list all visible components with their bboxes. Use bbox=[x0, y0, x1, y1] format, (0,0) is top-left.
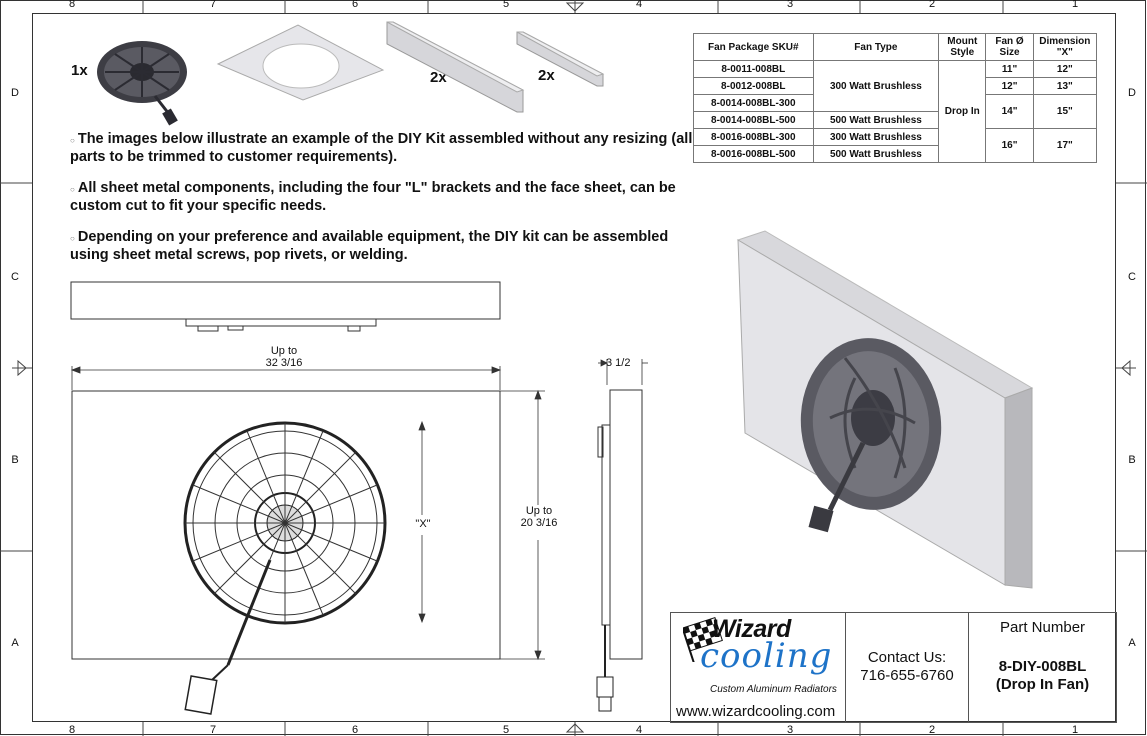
sku-cell: 8-0016-008BL-300 bbox=[694, 129, 814, 146]
zone-col-label: 4 bbox=[635, 0, 643, 10]
fan-size-cell: 11" bbox=[986, 61, 1033, 78]
zone-col-label: 1 bbox=[1071, 0, 1079, 10]
header-dimension-x: Dimension "X" bbox=[1033, 34, 1096, 61]
part-number bbox=[969, 658, 1116, 694]
width-dimension-label bbox=[252, 345, 316, 369]
zone-row-label: A bbox=[1128, 637, 1136, 649]
zone-row-label: C bbox=[11, 271, 19, 283]
contact-label: Contact Us: bbox=[867, 649, 947, 666]
zone-col-label: 7 bbox=[209, 724, 217, 736]
fan-size-cell: 16" bbox=[986, 129, 1033, 163]
height-dimension-prefix: Up to bbox=[525, 505, 553, 517]
fan-qty: 1x bbox=[71, 62, 88, 79]
brand-logo-cooling: cooling bbox=[700, 636, 833, 676]
long-bracket-part-image bbox=[385, 20, 525, 115]
zone-col-label: 6 bbox=[351, 0, 359, 10]
fan-type-cell: 300 Watt Brushless bbox=[813, 61, 939, 112]
fan-type-cell: 500 Watt Brushless bbox=[813, 112, 939, 129]
sku-cell: 8-0012-008BL bbox=[694, 78, 814, 95]
zone-row-label: A bbox=[11, 637, 19, 649]
top-view-drawing bbox=[68, 280, 504, 336]
zone-row-label: D bbox=[11, 87, 19, 99]
zone-col-label: 2 bbox=[928, 0, 936, 10]
sku-cell: 8-0011-008BL bbox=[694, 61, 814, 78]
height-dimension-value: 20 3/16 bbox=[520, 517, 558, 529]
header-fan-type: Fan Type bbox=[813, 34, 939, 61]
note-text: The images below illustrate an example of the DIY Kit assembled without any resizing (all parts to be trimmed to customer requirements). bbox=[70, 131, 693, 165]
fan-type-cell: 300 Watt Brushless bbox=[813, 129, 939, 146]
mount-style-cell: Drop In bbox=[939, 61, 986, 163]
note-text: Depending on your preference and available equipment, the DIY kit can be assembled using sheet metal screws, pop rivets, or welding. bbox=[70, 229, 669, 263]
part-number-label: Part Number bbox=[1000, 619, 1086, 636]
spec-table-header-row bbox=[694, 34, 1097, 61]
zone-col-label: 5 bbox=[502, 0, 510, 10]
x-dimension-label: "X" bbox=[415, 518, 431, 530]
header-fan-size: Fan Ø Size bbox=[986, 34, 1033, 61]
depth-dimension-label: 3 1/2 bbox=[606, 357, 631, 369]
website-link[interactable]: www.wizardcooling.com bbox=[676, 703, 836, 720]
sku-cell: 8-0014-008BL-300 bbox=[694, 95, 814, 112]
zone-col-label: 2 bbox=[928, 724, 936, 736]
side-view-drawing bbox=[580, 355, 650, 720]
zone-col-label: 8 bbox=[68, 0, 76, 10]
zone-col-label: 3 bbox=[786, 0, 794, 10]
dimension-cell: 15" bbox=[1033, 95, 1096, 129]
zone-col-label: 1 bbox=[1071, 724, 1079, 736]
sku-cell: 8-0014-008BL-500 bbox=[694, 112, 814, 129]
part-number-value: 8-DIY-008BL bbox=[998, 658, 1087, 675]
table-row bbox=[694, 61, 1097, 78]
assembly-3d-image bbox=[735, 228, 1035, 590]
part-number-description: (Drop In Fan) bbox=[995, 676, 1090, 693]
contact-info bbox=[846, 649, 968, 685]
note-resizing: ○ The images below illustrate an example of the DIY Kit assembled without any resizing (all parts to be trimmed to customer requirements). bbox=[70, 131, 693, 165]
brand-logo-wizard: Wizard bbox=[712, 615, 791, 643]
fan-part-image bbox=[95, 38, 195, 126]
zone-col-label: 8 bbox=[68, 724, 76, 736]
dimension-cell: 12" bbox=[1033, 61, 1096, 78]
zone-col-label: 7 bbox=[209, 0, 217, 10]
zone-row-label: C bbox=[1128, 271, 1136, 283]
zone-col-label: 4 bbox=[635, 724, 643, 736]
fan-type-cell: 500 Watt Brushless bbox=[813, 146, 939, 163]
zone-col-label: 6 bbox=[351, 724, 359, 736]
header-mount-style: Mount Style bbox=[939, 34, 986, 61]
zone-row-label: B bbox=[11, 454, 19, 466]
note-custom-cut: ○ All sheet metal components, including the four "L" brackets and the face sheet, can be custom cut to fit your specific needs. bbox=[70, 180, 676, 214]
dimension-cell: 13" bbox=[1033, 78, 1096, 95]
brand-tagline: Custom Aluminum Radiators bbox=[710, 684, 837, 695]
zone-row-label: D bbox=[1128, 87, 1136, 99]
sku-cell: 8-0016-008BL-500 bbox=[694, 146, 814, 163]
bracket-short-qty: 2x bbox=[538, 67, 555, 84]
note-text: All sheet metal components, including the four "L" brackets and the face sheet, can be custom cut to fit your specific needs. bbox=[70, 180, 676, 214]
width-dimension-value: 32 3/16 bbox=[265, 357, 303, 369]
fan-size-cell: 14" bbox=[986, 95, 1033, 129]
zone-col-label: 3 bbox=[786, 724, 794, 736]
header-sku: Fan Package SKU# bbox=[694, 34, 814, 61]
short-bracket-part-image bbox=[515, 30, 605, 88]
table-row bbox=[694, 129, 1097, 146]
fan-size-cell: 12" bbox=[986, 78, 1033, 95]
dimension-cell: 17" bbox=[1033, 129, 1096, 163]
note-assembly-method: ○ Depending on your preference and available equipment, the DIY kit can be assembled using sheet metal screws, pop rivets, or welding. bbox=[70, 229, 669, 263]
bracket-long-qty: 2x bbox=[430, 69, 447, 86]
phone-number[interactable]: 716-655-6760 bbox=[860, 667, 954, 684]
zone-col-label: 5 bbox=[502, 724, 510, 736]
width-dimension-prefix: Up to bbox=[270, 345, 298, 357]
front-view-drawing bbox=[60, 360, 550, 720]
face-sheet-part-image bbox=[215, 22, 385, 102]
height-dimension-label bbox=[510, 505, 568, 529]
spec-table bbox=[693, 33, 1097, 163]
zone-row-label: B bbox=[1128, 454, 1136, 466]
